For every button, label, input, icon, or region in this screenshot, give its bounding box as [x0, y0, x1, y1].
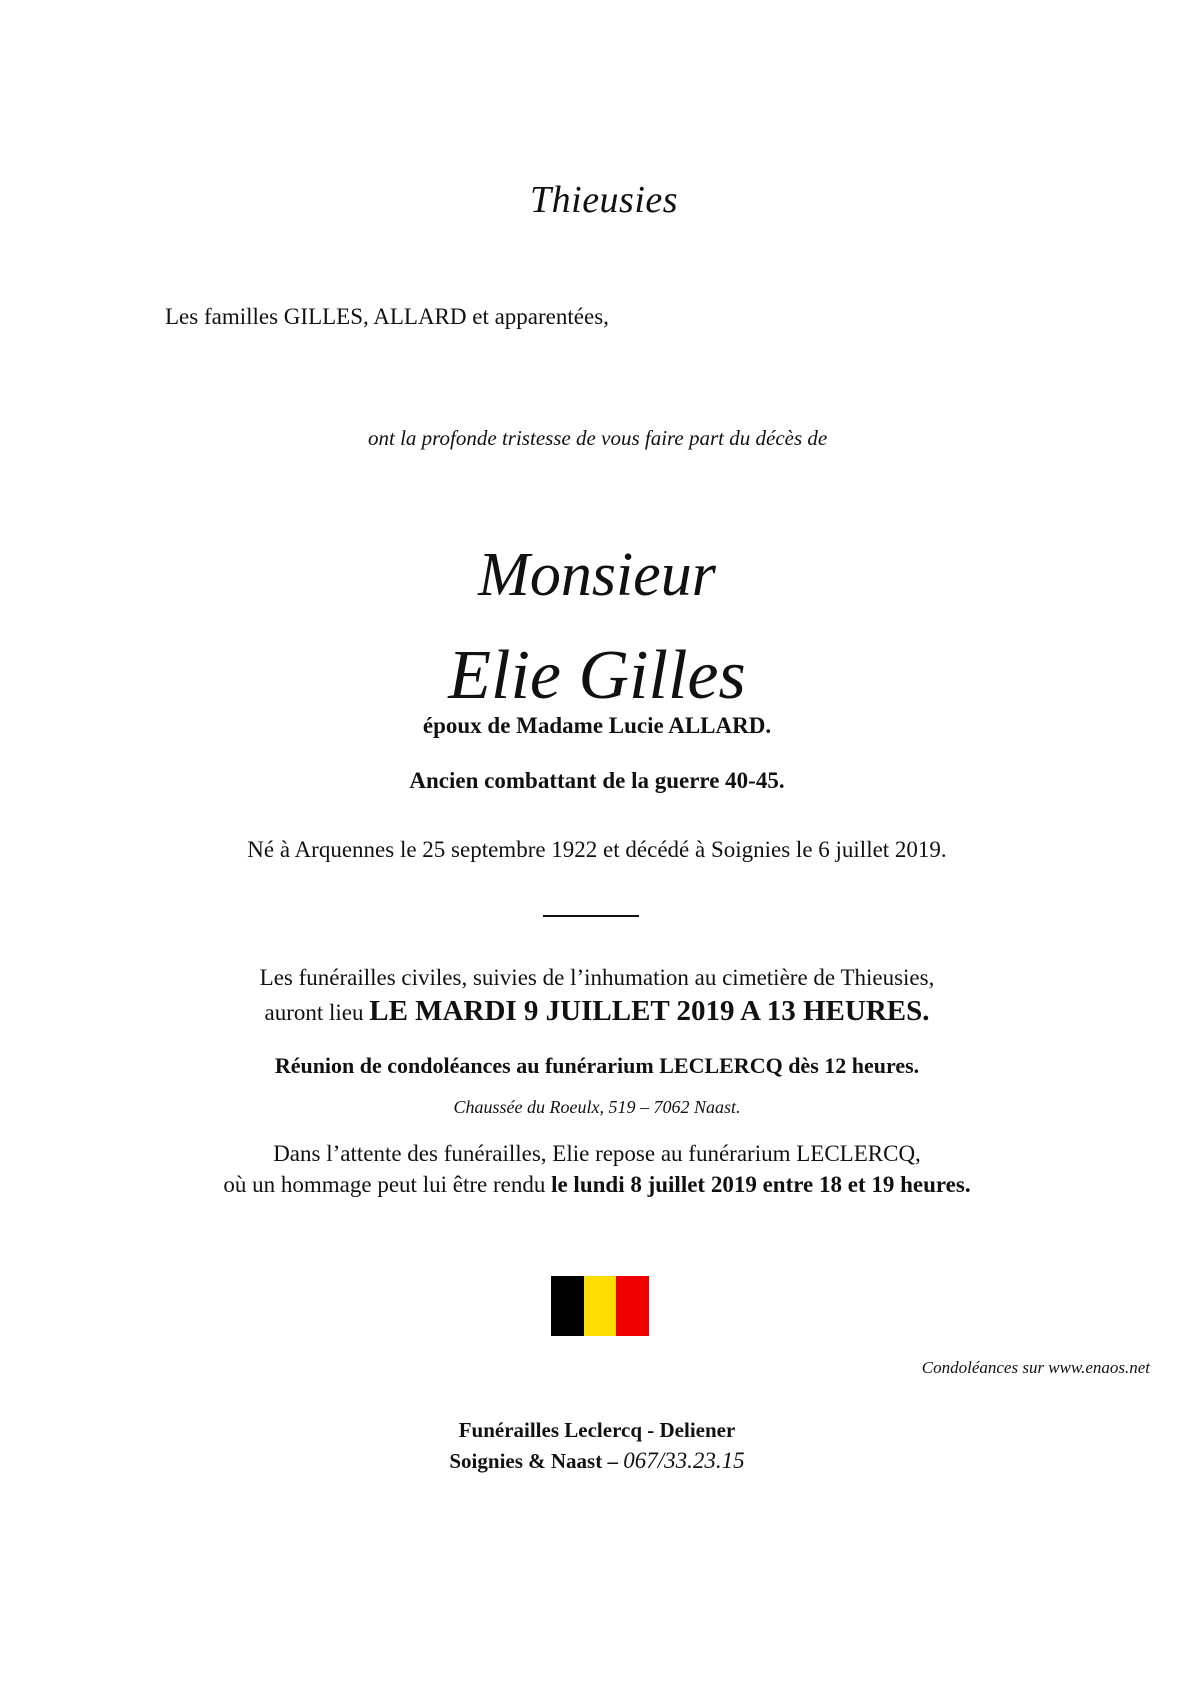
- funeral-line-2: [0, 995, 1194, 1028]
- veteran-line: Ancien combattant de la guerre 40-45.: [409, 768, 785, 793]
- funeral-line-1: Les funérailles civiles, suivies de l’inhumation au cimetière de Thieusies,: [259, 965, 935, 990]
- funeral-line-2-prefix: auront lieu: [264, 1000, 364, 1025]
- condolences-website-line: Condoléances sur www.enaos.net: [921, 1358, 1150, 1377]
- repose-line-2: [0, 1172, 1194, 1198]
- condolence-meeting-line: Réunion de condoléances au funérarium LECLERCQ dès 12 heures.: [274, 1053, 920, 1078]
- firm-locations: Soignies & Naast –: [449, 1449, 618, 1473]
- separator-line: [543, 915, 639, 917]
- intro-line: ont la profonde tristesse de vous faire part du décès de: [368, 426, 828, 450]
- village-name: Thieusies: [530, 179, 679, 221]
- repose-line-1: Dans l’attente des funérailles, Elie repose au funérarium LECLERCQ,: [273, 1141, 921, 1166]
- funeral-firm-contact: [0, 1448, 1194, 1474]
- visitation-time: le lundi 8 juillet 2019 entre 18 et 19 heures.: [551, 1172, 971, 1197]
- flag-stripe-black: [551, 1276, 584, 1336]
- deceased-title: Monsieur: [478, 541, 716, 609]
- deceased-name: Elie Gilles: [448, 637, 746, 714]
- funeral-date: LE MARDI 9 JUILLET 2019 A 13 HEURES.: [369, 995, 930, 1027]
- families-line: Les familles GILLES, ALLARD et apparentées,: [165, 304, 609, 329]
- firm-phone: 067/33.23.15: [623, 1448, 745, 1473]
- flag-stripe-red: [616, 1276, 649, 1336]
- funeral-home-address: Chaussée du Roeulx, 519 – 7062 Naast.: [453, 1097, 741, 1117]
- flag-stripe-yellow: [584, 1276, 617, 1336]
- belgian-flag: [551, 1276, 649, 1336]
- funeral-firm-name: Funérailles Leclercq - Deliener: [458, 1418, 736, 1442]
- spouse-line: époux de Madame Lucie ALLARD.: [422, 713, 772, 738]
- repose-line-2-prefix: où un hommage peut lui être rendu: [223, 1172, 546, 1197]
- birth-death-line: Né à Arquennes le 25 septembre 1922 et décédé à Soignies le 6 juillet 2019.: [247, 837, 947, 862]
